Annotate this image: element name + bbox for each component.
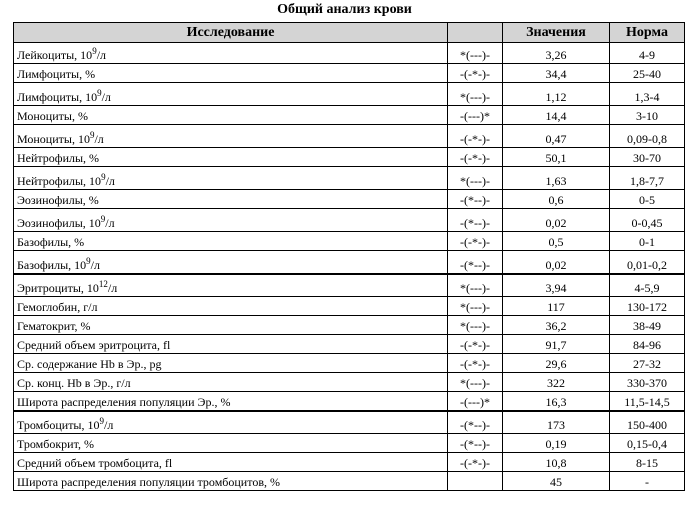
row-flag: -(---)*	[448, 106, 503, 125]
table-row	[14, 354, 685, 373]
table-row	[14, 297, 685, 316]
table-row	[14, 209, 685, 232]
table-row	[14, 125, 685, 148]
table-row	[14, 453, 685, 472]
row-name: Лейкоциты, $10^9/л$	[14, 43, 448, 64]
table-row	[14, 251, 685, 274]
row-name: Эозинофилы, %	[14, 190, 448, 209]
row-norm: 150-400	[610, 411, 685, 434]
row-norm: 30-70	[610, 148, 685, 167]
row-value: 0,6	[503, 190, 610, 209]
row-norm: 0-5	[610, 190, 685, 209]
row-value: 1,63	[503, 167, 610, 190]
row-value: 16,3	[503, 392, 610, 411]
table-row	[14, 335, 685, 354]
page-title: Общий анализ крови	[277, 2, 412, 17]
row-flag: *(---)-	[448, 83, 503, 106]
row-value: 10,8	[503, 453, 610, 472]
row-value: 0,02	[503, 251, 610, 274]
row-norm: 0-1	[610, 232, 685, 251]
row-value: 29,6	[503, 354, 610, 373]
row-flag: -(*--)-	[448, 209, 503, 232]
table-row	[14, 190, 685, 209]
row-name: Лимфоциты, $10^9/л$	[14, 83, 448, 106]
table-row	[14, 232, 685, 251]
row-flag: *(---)-	[448, 297, 503, 316]
row-flag: -(-*-)-	[448, 64, 503, 83]
row-value: 117	[503, 297, 610, 316]
row-name: Базофилы, $10^9/л$	[14, 251, 448, 274]
row-flag: -(-*-)-	[448, 453, 503, 472]
row-name: Тромбоциты, $10^9/л$	[14, 411, 448, 434]
row-flag: -(*--)-	[448, 190, 503, 209]
row-name: Широта распределения популяции тромбоцитов, %	[14, 472, 448, 491]
row-name: Средний объем тромбоцита, fl	[14, 453, 448, 472]
row-value: 91,7	[503, 335, 610, 354]
row-flag: -(-*-)-	[448, 335, 503, 354]
row-name: Ср. содержание Hb в Эр., pg	[14, 354, 448, 373]
table-header-row	[14, 23, 685, 43]
row-name: Моноциты, %	[14, 106, 448, 125]
row-name: Ср. конц. Hb в Эр., г/л	[14, 373, 448, 392]
row-value: 36,2	[503, 316, 610, 335]
row-value: 0,02	[503, 209, 610, 232]
row-flag: *(---)-	[448, 43, 503, 64]
row-value: 50,1	[503, 148, 610, 167]
row-name: Средний объем эритроцита, fl	[14, 335, 448, 354]
row-norm: 0,09-0,8	[610, 125, 685, 148]
row-flag: *(---)-	[448, 373, 503, 392]
row-norm: 0,01-0,2	[610, 251, 685, 274]
row-value: 3,94	[503, 274, 610, 297]
blood-test-table	[13, 22, 685, 491]
header-flag	[448, 23, 503, 43]
row-norm: 0,15-0,4	[610, 434, 685, 453]
table-row	[14, 392, 685, 411]
row-norm: 0-0,45	[610, 209, 685, 232]
row-name: Широта распределения популяции Эр., %	[14, 392, 448, 411]
row-norm: 4-9	[610, 43, 685, 64]
row-norm: 1,8-7,7	[610, 167, 685, 190]
header-norm: Норма	[610, 23, 685, 43]
row-value: 322	[503, 373, 610, 392]
row-value: 14,4	[503, 106, 610, 125]
row-flag: -(*--)-	[448, 434, 503, 453]
header-study: Исследование	[14, 23, 448, 43]
row-flag: -(*--)-	[448, 411, 503, 434]
table-row	[14, 167, 685, 190]
row-name: Гематокрит, %	[14, 316, 448, 335]
row-flag: *(---)-	[448, 316, 503, 335]
table-row	[14, 316, 685, 335]
table-row	[14, 106, 685, 125]
row-flag: -(*--)-	[448, 251, 503, 274]
row-flag: *(---)-	[448, 167, 503, 190]
table-row	[14, 373, 685, 392]
row-name: Моноциты, $10^9/л$	[14, 125, 448, 148]
row-flag: -(-*-)-	[448, 354, 503, 373]
row-flag: -(-*-)-	[448, 148, 503, 167]
row-norm: -	[610, 472, 685, 491]
row-value: 1,12	[503, 83, 610, 106]
row-name: Нейтрофилы, %	[14, 148, 448, 167]
row-norm: 84-96	[610, 335, 685, 354]
row-name: Гемоглобин, г/л	[14, 297, 448, 316]
row-value: 173	[503, 411, 610, 434]
table-row	[14, 83, 685, 106]
row-name: Эритроциты, $10^{12}/л$	[14, 274, 448, 297]
table-row	[14, 148, 685, 167]
row-norm: 8-15	[610, 453, 685, 472]
row-name: Нейтрофилы, $10^9/л$	[14, 167, 448, 190]
row-value: 3,26	[503, 43, 610, 64]
row-flag: -(-*-)-	[448, 232, 503, 251]
row-norm: 3-10	[610, 106, 685, 125]
row-value: 0,5	[503, 232, 610, 251]
row-name: Тромбокрит, %	[14, 434, 448, 453]
row-value: 34,4	[503, 64, 610, 83]
row-name: Базофилы, %	[14, 232, 448, 251]
row-value: 45	[503, 472, 610, 491]
table-row	[14, 64, 685, 83]
row-norm: 4-5,9	[610, 274, 685, 297]
table-row	[14, 472, 685, 491]
row-name: Лимфоциты, %	[14, 64, 448, 83]
table-row	[14, 411, 685, 434]
table-row	[14, 43, 685, 64]
header-value: Значения	[503, 23, 610, 43]
row-flag: -(-*-)-	[448, 125, 503, 148]
row-norm: 130-172	[610, 297, 685, 316]
row-value: 0,19	[503, 434, 610, 453]
row-norm: 1,3-4	[610, 83, 685, 106]
table-row	[14, 434, 685, 453]
row-norm: 330-370	[610, 373, 685, 392]
row-norm: 11,5-14,5	[610, 392, 685, 411]
row-name: Эозинофилы, $10^9/л$	[14, 209, 448, 232]
row-norm: 38-49	[610, 316, 685, 335]
row-norm: 27-32	[610, 354, 685, 373]
row-flag: -(---)*	[448, 392, 503, 411]
row-norm: 25-40	[610, 64, 685, 83]
row-flag	[448, 472, 503, 491]
row-flag: *(---)-	[448, 274, 503, 297]
row-value: 0,47	[503, 125, 610, 148]
table-row	[14, 274, 685, 297]
